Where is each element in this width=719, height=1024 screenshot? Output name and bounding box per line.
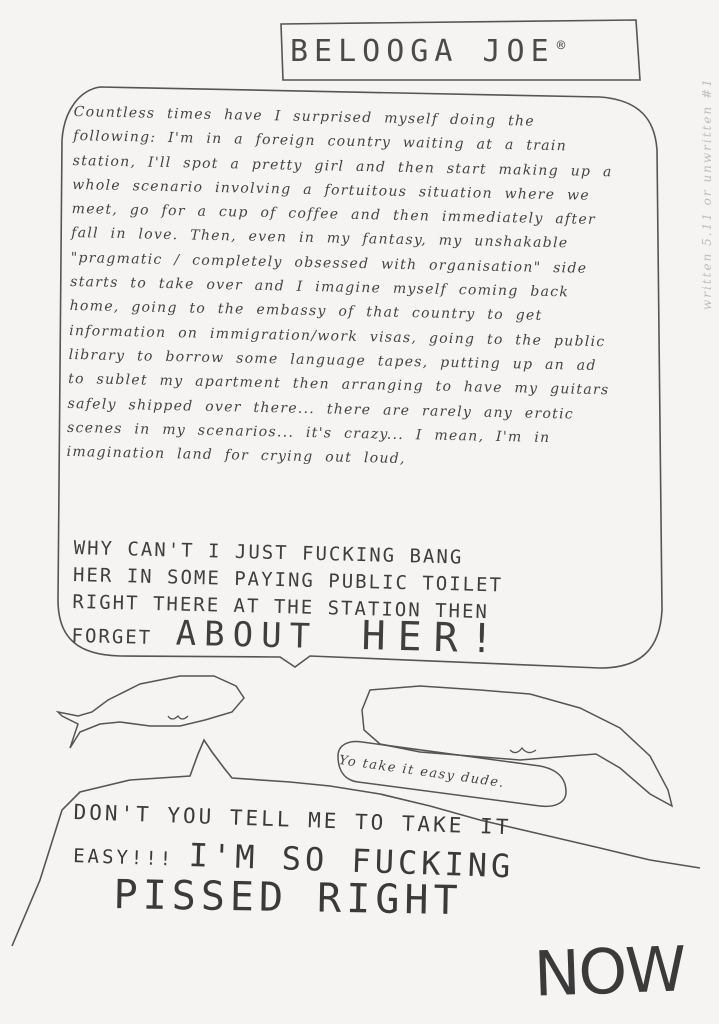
shout-line-4-bigger: HER! [360, 613, 507, 663]
right-whale-mouth [510, 748, 536, 753]
narrative-text: Countless times have I surprised myself doing the following: I'm in a foreign country waiting at a train station, I'll spot a pretty girl and then start making up a whole scenario involving a fortuitous situation where we meet, go for a cup of coffee and then immediately after fall in love. Then, even in my fantasy, my unshakable "pragmatic / completely obsessed with organisation" side starts to take over and I imagine myself coming back home, going to the embassy of that country to get information on immigration/work visas, going to the public library to borrow some language tapes, putting up an ad to sublet my apartment then arranging to have my guitars safely shipped over there... there are rarely any erotic scenes in my scenarios... it's crazy... I mean, I'm in imagination land for crying out loud, [66, 103, 613, 468]
shout-line-4-big: ABOUT [175, 613, 319, 657]
shout-text [71, 535, 634, 664]
left-whale [58, 676, 244, 748]
shout-line-2: HER IN SOME PAYING PUBLIC TOILET [72, 563, 504, 597]
whale-speech-text: Yo take it easy dude. [337, 753, 506, 792]
left-whale-mouth [168, 716, 188, 719]
rant-text [72, 800, 686, 1011]
comic-title [290, 34, 620, 74]
rant-line-2a: EASY!!! [72, 844, 175, 871]
rant-line-3: PISSED RIGHT [113, 872, 463, 925]
shout-line-3: RIGHT THERE AT THE STATION THEN [72, 590, 490, 624]
shout-line-4-start: FORGET [71, 624, 153, 649]
shout-line-1: WHY CAN'T I JUST FUCKING BANG [73, 536, 464, 569]
registered-mark: ® [556, 38, 566, 54]
title-name: BELOOGA JOE [290, 34, 555, 69]
margin-note: written 5.11 or unwritten #1 [700, 77, 714, 310]
rant-line-1: DON'T YOU TELL ME TO TAKE IT [73, 800, 512, 840]
rant-line-4: NOW [532, 932, 686, 1011]
rant-line-2b: I'M SO FUCKING [188, 836, 515, 886]
